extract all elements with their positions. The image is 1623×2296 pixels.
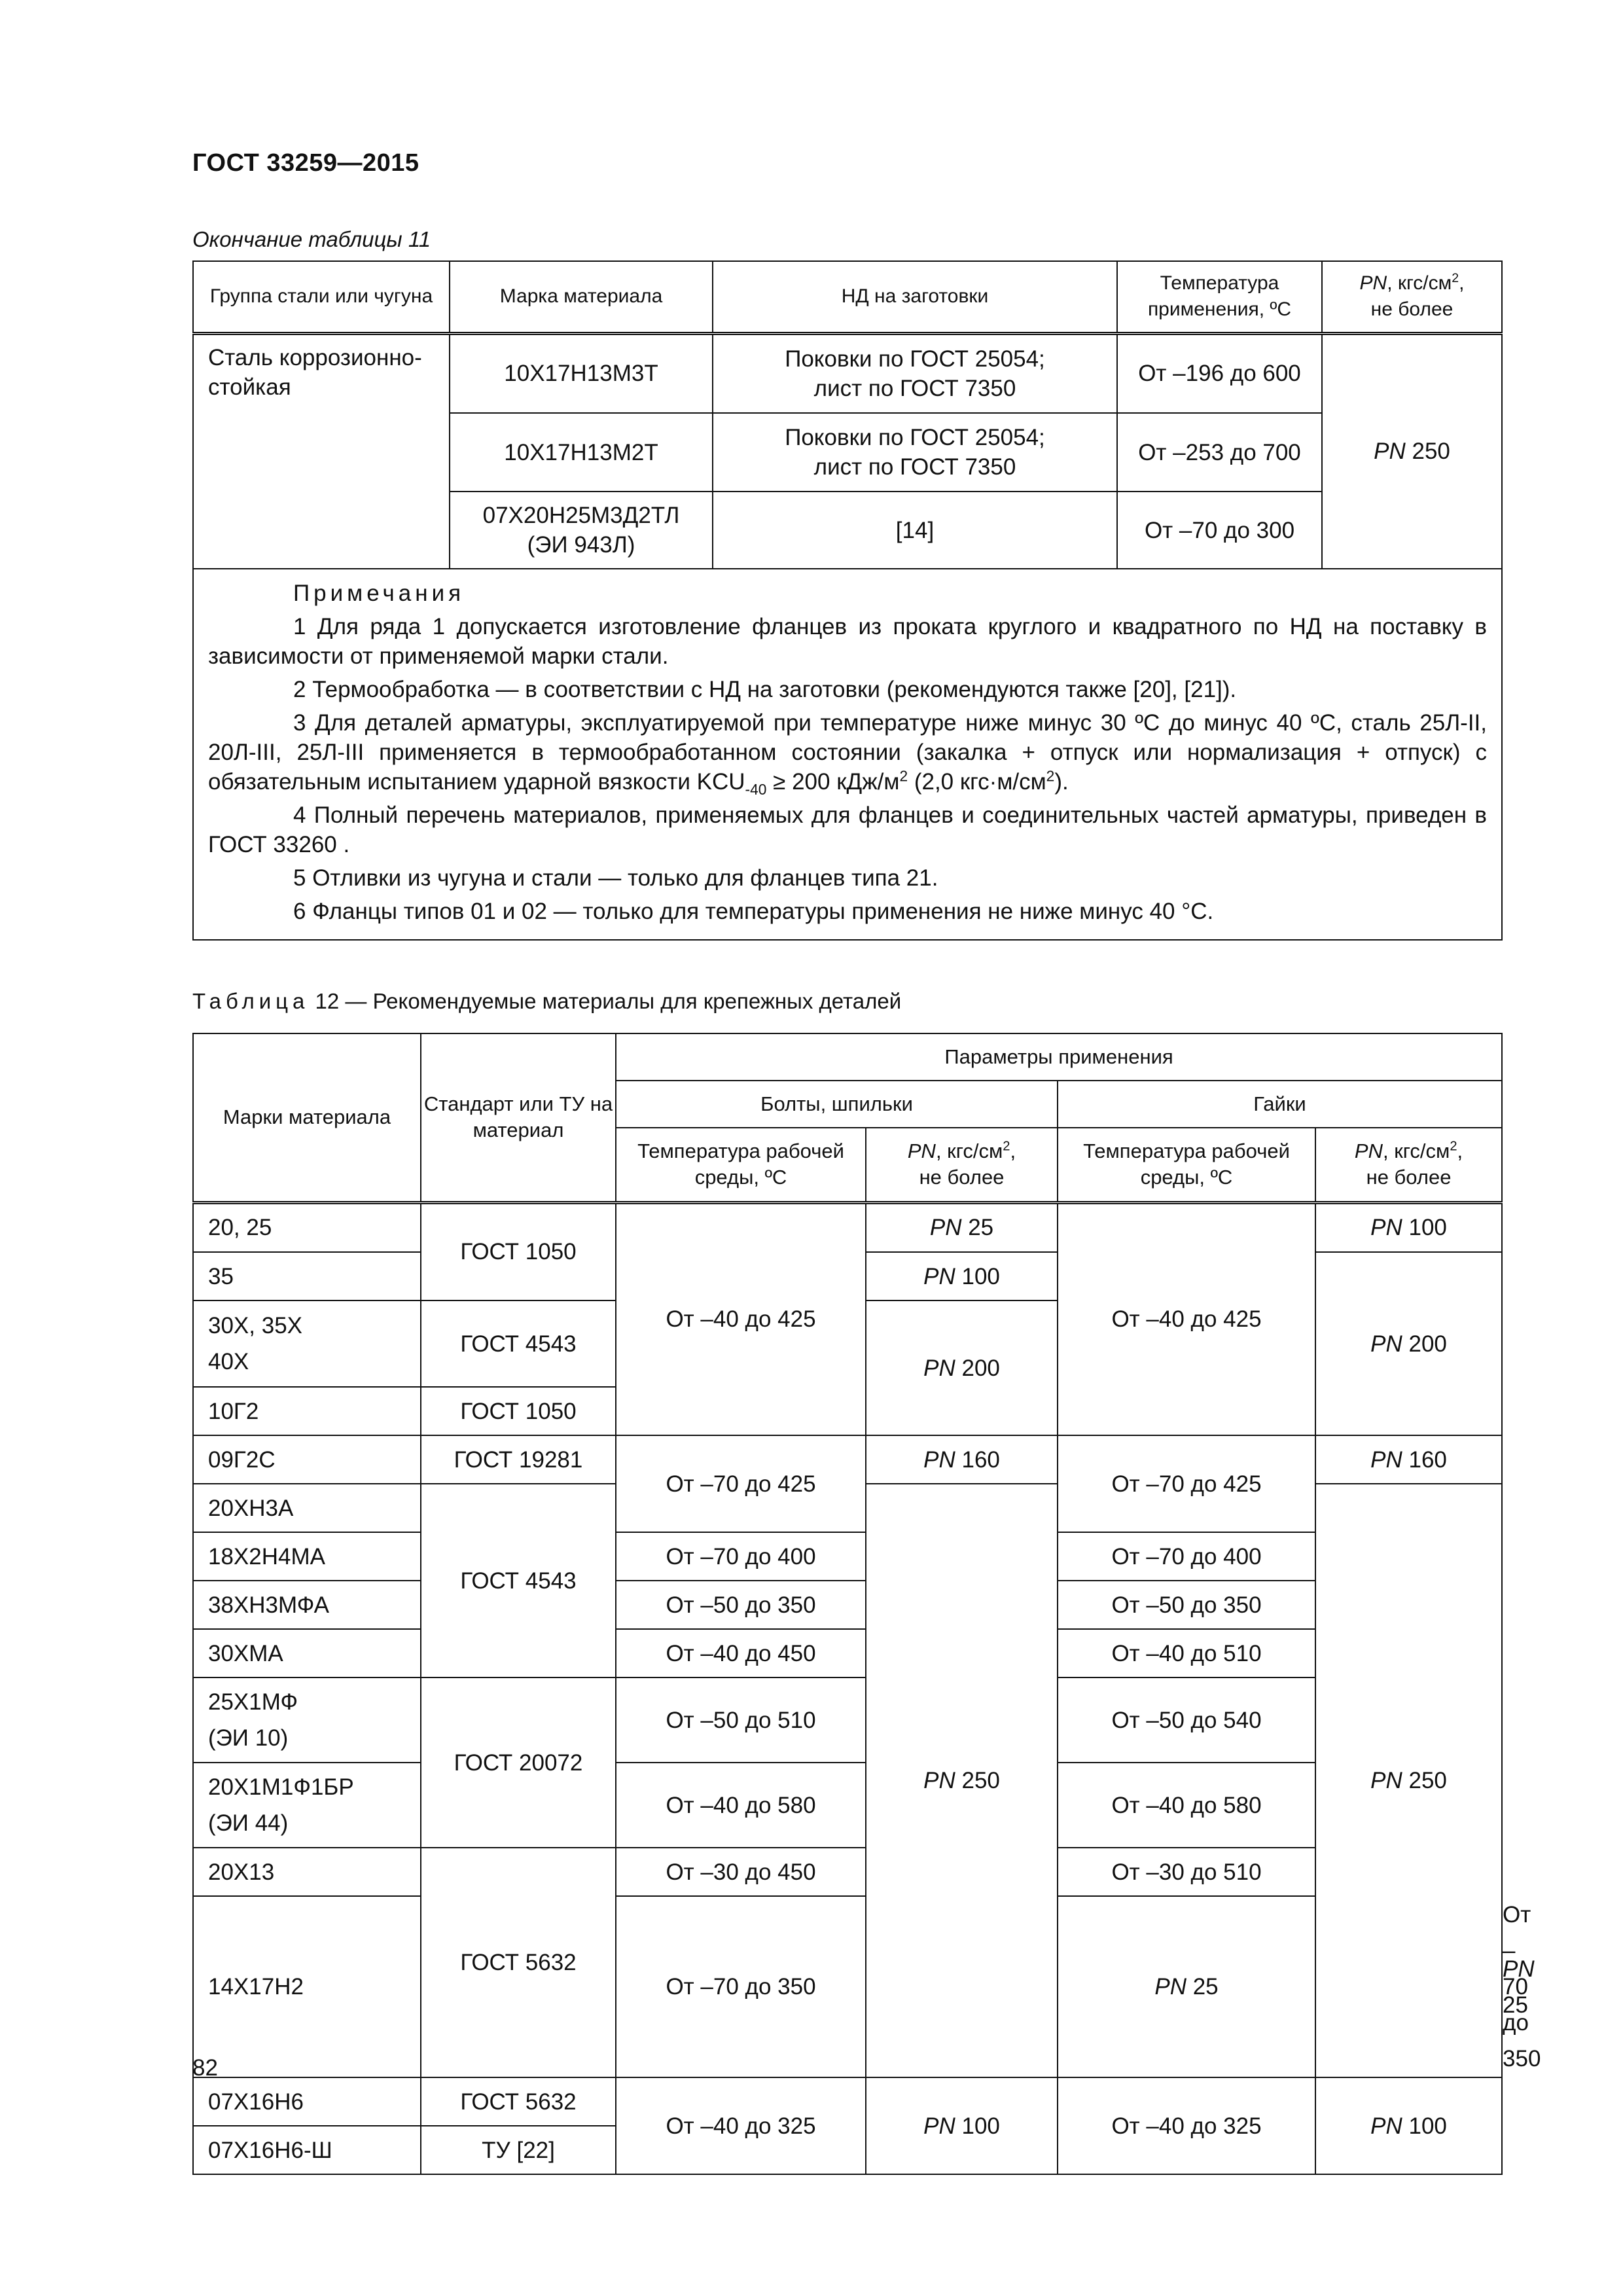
grade-cell: 10Х17Н13М2Т <box>450 413 713 492</box>
pn-prefix: PN <box>1370 1768 1402 1793</box>
note-3-text: (2,0 кгс·м/см <box>908 769 1046 795</box>
header-nuts: Гайки <box>1058 1081 1502 1128</box>
nut-temp-cell: От –40 до 580 <box>1058 1763 1315 1848</box>
pn-value: 250 <box>955 1768 1000 1793</box>
pn-prefix: PN <box>1370 1215 1402 1241</box>
pn-prefix: PN <box>1370 1331 1402 1357</box>
nut-pn-cell <box>1315 2077 1502 2174</box>
nd-cell <box>713 413 1117 492</box>
pn-value: 25 <box>1186 1974 1219 2000</box>
table-header-row <box>193 261 1502 333</box>
standard-cell: ГОСТ 1050 <box>421 1387 616 1435</box>
pn-prefix: PN <box>923 1446 955 1473</box>
pn-prefix: PN <box>1374 439 1406 465</box>
pn-unit-exp: 2 <box>1003 1139 1010 1154</box>
pn-label: PN <box>1354 1139 1383 1163</box>
notes-heading: Примечания <box>293 581 465 606</box>
bolt-pn-cell <box>1058 1896 1315 2077</box>
pn-value: 160 <box>955 1446 1000 1473</box>
table-row <box>193 1629 1502 1677</box>
standard-cell: ГОСТ 20072 <box>421 1677 616 1848</box>
header-grade: Марки материала <box>193 1033 421 1202</box>
header-grade: Марка материала <box>450 261 713 333</box>
table-row <box>193 1202 1502 1252</box>
header-temp: Температура применения, ºС <box>1117 261 1322 333</box>
page-number: 82 <box>192 2055 218 2081</box>
note-3-sup: 2 <box>899 767 908 785</box>
header-bolts: Болты, шпильки <box>616 1081 1058 1128</box>
grade-cell: 09Г2С <box>193 1435 421 1484</box>
grade-cell <box>450 492 713 569</box>
notes-row <box>193 569 1502 940</box>
pn-tail: , <box>1459 272 1465 295</box>
temp-cell: От –70 до 300 <box>1117 492 1322 569</box>
grade-cell: 07Х16Н6 <box>193 2077 421 2126</box>
nut-temp-cell: От –70 до 425 <box>1058 1435 1315 1532</box>
pn-value: 200 <box>1402 1331 1447 1357</box>
nd-cell <box>713 333 1117 413</box>
pn-cell <box>1322 333 1502 569</box>
pn-unit-exp: 2 <box>1452 271 1459 286</box>
bolt-temp-cell: От –40 до 425 <box>616 1202 866 1435</box>
grade-cell: 20, 25 <box>193 1202 421 1252</box>
bolt-temp-cell: От –70 до 425 <box>616 1435 866 1532</box>
nd-line: Поковки по ГОСТ 25054; <box>785 425 1045 450</box>
pn-value: 25 <box>961 1215 994 1241</box>
pn-limit: не более <box>1370 298 1454 321</box>
bolt-temp-cell: От –30 до 450 <box>616 1848 866 1896</box>
note-5: 5 Отливки из чугуна и стали — только для фланцев типа 21. <box>293 865 938 891</box>
standard-cell: ГОСТ 1050 <box>421 1202 616 1300</box>
grade-cell: 35 <box>193 1252 421 1300</box>
steel-group: Сталь коррозионно-стойкая <box>193 333 450 569</box>
grade-cell: 10Х17Н13М3Т <box>450 333 713 413</box>
pn-limit: не более <box>1366 1166 1452 1189</box>
note-3-sub: -40 <box>745 781 767 798</box>
bolt-pn-cell <box>866 1435 1058 1484</box>
pn-label: PN <box>1359 272 1387 295</box>
bolt-temp-cell: От –50 до 510 <box>616 1677 866 1763</box>
note-3-text: 3 Для деталей арматуры, эксплуатируемой при температуре ниже минус 30 ºС до минус 40 ºС, сталь 25Л-II, 20Л-III, 25Л-III применяется в термообработанном состоянии (закалка + отпуск или нормализация + отпуск) с обязательным испытанием ударной вязкости KCU <box>208 710 1487 795</box>
header-standard: Стандарт или ТУ на материал <box>421 1033 616 1202</box>
table-header-row <box>193 1033 1502 1081</box>
pn-prefix: PN <box>1154 1974 1186 2000</box>
pn-value: 100 <box>1402 1215 1447 1241</box>
grade-cell: 14Х17Н2 <box>193 1896 421 2077</box>
pn-value: 100 <box>955 2113 1000 2139</box>
nd-line: лист по ГОСТ 7350 <box>813 375 1016 401</box>
header-pn <box>1322 261 1502 333</box>
pn-unit: , кгс/см <box>935 1139 1003 1163</box>
grade-line: 25Х1МФ <box>208 1689 298 1715</box>
nut-temp-cell: От –70 до 400 <box>1058 1532 1315 1581</box>
nut-temp-cell: От –50 до 350 <box>1058 1581 1315 1629</box>
pn-prefix: PN <box>923 1768 955 1793</box>
grade-line: 20Х1М1Ф1БР <box>208 1774 354 1800</box>
grade-line: (ЭИ 943Л) <box>527 532 635 558</box>
pn-unit: , кгс/см <box>1382 1139 1450 1163</box>
header-bolt-pn <box>866 1128 1058 1202</box>
grade-line: 40Х <box>208 1349 249 1374</box>
bolt-temp-cell: От –40 до 580 <box>616 1763 866 1848</box>
temp-cell: От –196 до 600 <box>1117 333 1322 413</box>
table12-caption <box>192 989 901 1014</box>
temp-cell: От –253 до 700 <box>1117 413 1322 492</box>
bolt-pn-cell <box>866 1300 1058 1435</box>
nut-pn-cell <box>1315 1484 1502 2077</box>
note-3-text: ≥ 200 кДж/м <box>766 769 900 795</box>
pn-prefix: PN <box>923 2113 955 2139</box>
nut-temp-cell: От –40 до 510 <box>1058 1629 1315 1677</box>
standard-cell: ГОСТ 4543 <box>421 1484 616 1677</box>
grade-cell <box>193 1763 421 1848</box>
header-params: Параметры применения <box>616 1033 1502 1081</box>
pn-value: 250 <box>1405 439 1450 465</box>
nut-pn-cell <box>1315 1252 1502 1435</box>
header-bolt-temp: Температура рабочей среды, ºС <box>616 1128 866 1202</box>
bolt-pn-cell <box>866 1484 1058 2077</box>
pn-prefix: PN <box>929 1215 962 1241</box>
standard-cell: ГОСТ 4543 <box>421 1300 616 1387</box>
nut-pn-cell <box>1315 1202 1502 1252</box>
pn-prefix: PN <box>1370 1446 1402 1473</box>
pn-prefix: PN <box>923 1263 955 1289</box>
note-3-text: ). <box>1054 769 1069 795</box>
grade-cell <box>193 1677 421 1763</box>
grade-cell: 20Х13 <box>193 1848 421 1896</box>
pn-value: 250 <box>1402 1768 1447 1793</box>
nut-temp-cell: От –40 до 325 <box>1058 2077 1315 2174</box>
bolt-temp-cell: От –50 до 350 <box>616 1581 866 1629</box>
note-3 <box>208 708 1487 797</box>
note-3-sup: 2 <box>1046 767 1055 785</box>
caption-word: Таблица <box>192 989 310 1013</box>
pn-value: 25 <box>1503 1992 1528 2018</box>
bolt-temp-cell: От –70 до 350 <box>616 1896 866 2077</box>
pn-tail: , <box>1457 1139 1463 1163</box>
note-1: 1 Для ряда 1 допускается изготовление фланцев из проката круглого и квадратного по НД на поставку в зависимости от применяемой марки стали. <box>208 614 1487 669</box>
table-row <box>193 2077 1502 2126</box>
table11-caption: Окончание таблицы 11 <box>192 227 431 251</box>
bolt-temp-cell: От –40 до 450 <box>616 1629 866 1677</box>
grade-cell: 20ХН3А <box>193 1484 421 1532</box>
standard-cell: ГОСТ 5632 <box>421 1848 616 2077</box>
table-row <box>193 1581 1502 1629</box>
grade-cell: 38ХН3МФА <box>193 1581 421 1629</box>
pn-value: 100 <box>1402 2113 1447 2139</box>
grade-cell: 10Г2 <box>193 1387 421 1435</box>
grade-line: 30Х, 35Х <box>208 1313 302 1338</box>
pn-unit-exp: 2 <box>1450 1139 1457 1154</box>
table-row <box>193 1763 1502 1848</box>
standard-cell: ТУ [22] <box>421 2126 616 2174</box>
header-nut-temp: Температура рабочей среды, ºС <box>1058 1128 1315 1202</box>
nd-line: лист по ГОСТ 7350 <box>813 454 1016 480</box>
table-row <box>193 1677 1502 1763</box>
pn-prefix: PN <box>1503 1956 1535 1982</box>
pn-label: PN <box>907 1139 936 1163</box>
pn-value: 200 <box>955 1355 1000 1381</box>
table-row <box>193 333 1502 413</box>
pn-prefix: PN <box>1370 2113 1402 2139</box>
caption-rest: 12 — Рекомендуемые материалы для крепежных деталей <box>309 989 902 1013</box>
nut-pn-cell <box>1315 1435 1502 1484</box>
grade-line: (ЭИ 10) <box>208 1725 289 1751</box>
bolt-pn-cell <box>866 1252 1058 1300</box>
nut-temp-cell: От –30 до 510 <box>1058 1848 1315 1896</box>
table-row <box>193 1848 1502 1896</box>
nut-temp-cell: От –40 до 425 <box>1058 1202 1315 1435</box>
header-group: Группа стали или чугуна <box>193 261 450 333</box>
table-row <box>193 1435 1502 1484</box>
pn-value: 160 <box>1402 1446 1447 1473</box>
note-6: 6 Фланцы типов 01 и 02 — только для температуры применения не ниже минус 40 °С. <box>293 899 1214 924</box>
table-row <box>193 1532 1502 1581</box>
pn-prefix: PN <box>923 1355 955 1381</box>
note-2: 2 Термообработка — в соответствии с НД на заготовки (рекомендуются также [20], [21]). <box>293 677 1237 702</box>
header-nut-pn <box>1315 1128 1502 1202</box>
pn-value: 100 <box>955 1263 1000 1289</box>
pn-limit: не более <box>919 1166 1005 1189</box>
bolt-temp-cell: От –70 до 400 <box>616 1532 866 1581</box>
standard-cell: ГОСТ 5632 <box>421 2077 616 2126</box>
bolt-pn-cell <box>866 1202 1058 1252</box>
nd-cell: [14] <box>713 492 1117 569</box>
standard-cell: ГОСТ 19281 <box>421 1435 616 1484</box>
grade-cell: 07Х16Н6-Ш <box>193 2126 421 2174</box>
table-11 <box>192 260 1503 941</box>
grade-line: (ЭИ 44) <box>208 1810 289 1836</box>
pn-tail: , <box>1010 1139 1016 1163</box>
header-nd: НД на заготовки <box>713 261 1117 333</box>
table-12 <box>192 1033 1541 2175</box>
bolt-pn-cell <box>866 2077 1058 2174</box>
pn-unit: , кгс/см <box>1387 272 1452 295</box>
grade-line: 07Х20Н25М3Д2ТЛ <box>482 503 680 528</box>
grade-cell: 18Х2Н4МА <box>193 1532 421 1581</box>
nd-line: Поковки по ГОСТ 25054; <box>785 346 1045 372</box>
document-code: ГОСТ 33259—2015 <box>192 149 419 177</box>
notes-block <box>193 569 1502 940</box>
bolt-temp-cell: От –40 до 325 <box>616 2077 866 2174</box>
table-row: 14Х17Н2 От –70 до 350 PN 25 От –70 до 350 PN 25 <box>193 1896 1502 2077</box>
note-4: 4 Полный перечень материалов, применяемых для фланцев и соединительных частей арматуры, приведен в ГОСТ 33260 . <box>208 802 1487 857</box>
nut-temp-cell: От –50 до 540 <box>1058 1677 1315 1763</box>
grade-cell: 30ХМА <box>193 1629 421 1677</box>
grade-cell <box>193 1300 421 1387</box>
